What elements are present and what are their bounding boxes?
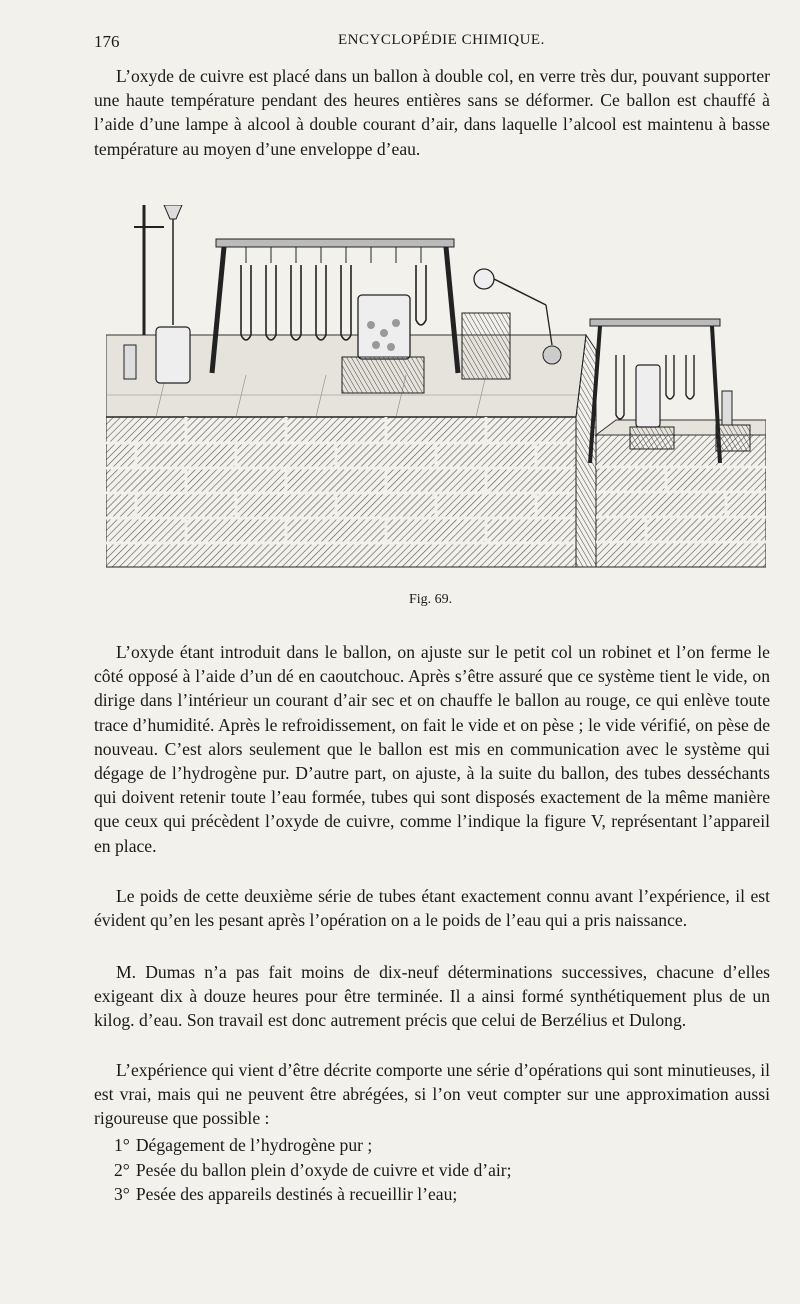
paragraph-4: M. Dumas n’a pas fait moins de dix-neuf déterminations successives, chacune d’elles exigeant dix à douze heures pour être terminée. Il a ainsi formé synthétiquement plus de un kilog. d’eau. Son travail est donc autrement précis que celui de Berzélius et Dulong. bbox=[94, 962, 770, 1031]
step-text: Dégagement de l’hydrogène pur ; bbox=[135, 1135, 373, 1155]
apparatus-engraving bbox=[106, 205, 766, 577]
step-text: Pesée du ballon plein d’oxyde de cuivre et vide d’air; bbox=[135, 1159, 512, 1180]
step-text: Pesée des appareils destinés à recueillir l’eau; bbox=[135, 1184, 458, 1204]
paragraph-3: Le poids de cette deuxième série de tubes étant exactement connu avant l’expérience, il est évident qu’en les pesant après l’opération on a le poids de l’eau qui a pris naissance. bbox=[94, 886, 770, 931]
apparatus-illustration bbox=[106, 205, 766, 577]
paragraph-2: L’oxyde étant introduit dans le ballon, on ajuste sur le petit col un robinet et l’on ferme le côté opposé à l’aide d’un dé en caoutchouc. Après s’être assuré que ce système tient le vide, on dirige dans l’intérieur un courant d’air sec et on chauffe le ballon au rouge, ce qui enlève toute trace d’humidité. Après le refroidissement, on fait le vide et on pèse ; le vide vérifié, on pèse de nouveau. C’est alors seulement que le ballon est mis en communication avec le système qui dégage de l’hydrogène pur. D’autre part, on ajuste, à la suite du ballon, des tubes desséchants qui doivent retenir toute l’eau formée, tubes qui sont disposés exactement de la même manière que ceux qui précèdent l’oxyde de cuivre, comme l’indique la figure V, représentant l’appareil en place. bbox=[94, 642, 770, 856]
page-number: 176 bbox=[94, 32, 120, 51]
step-number: 1° bbox=[114, 1135, 130, 1155]
figure-caption: Fig. 69. bbox=[409, 592, 453, 607]
list-item bbox=[114, 1133, 754, 1158]
paragraph-5: L’expérience qui vient d’être décrite comporte une série d’opérations qui sont minutieuses, il est vrai, mais qui ne peuvent être abrégées, si l’on veut compter sur une approximation aussi rigoureuse que possible : bbox=[94, 1060, 770, 1129]
step-number: 3° bbox=[114, 1184, 130, 1204]
page-header bbox=[94, 32, 744, 54]
list-item bbox=[114, 1182, 754, 1207]
paragraph-1: L’oxyde de cuivre est placé dans un ballon à double col, en verre très dur, pouvant supporter une haute température pendant des heures entières sans se déformer. Ce ballon est chauffé à l’aide d’une lampe à alcool à double courant d’air, dans laquelle l’alcool est maintenu à basse température au moyen d’une enveloppe d’eau. bbox=[94, 66, 770, 159]
step-number: 2° bbox=[114, 1159, 130, 1180]
list-item bbox=[114, 1158, 754, 1183]
steps-list bbox=[114, 1133, 754, 1207]
running-title: ENCYCLOPÉDIE CHIMIQUE. bbox=[338, 32, 545, 48]
